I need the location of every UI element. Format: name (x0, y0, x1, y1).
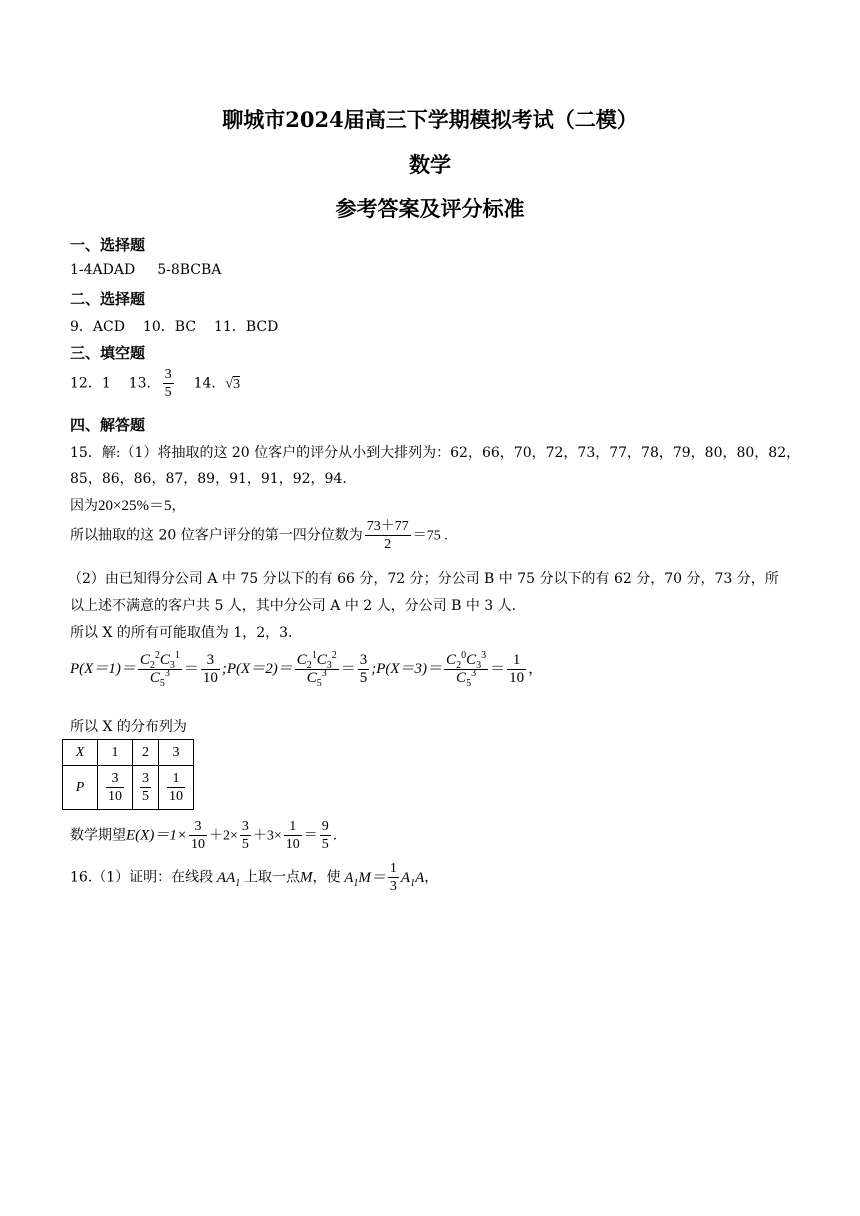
answer-13-label: 13． (128, 375, 161, 392)
table-cell: 2 (133, 740, 159, 766)
q15-part2-line-2: 以上述不满意的客户共 5 人，其中分公司 A 中 2 人，分公司 B 中 3 人. (70, 598, 517, 614)
q15-line-1: 15．解:（1）将抽取的这 20 位客户的评分从小到大排列为：62，66，70，72，73，77，78，79，80，80，82， (70, 445, 801, 461)
section-heading-solve: 四、解答题 (70, 416, 146, 434)
answer-line-fill (70, 366, 240, 401)
answer-mc-5-8: 5-8BCBA (157, 262, 222, 278)
q15-line-3: 因为20×25%＝5， (70, 498, 186, 514)
expectation-line: 数学期望E(X)＝1× $\frac{3}{10}$ ＋2× $\frac{3}{5}$ ＋3× $\frac{1}{10}$ ＝ $\frac{9}{5}$ . (70, 819, 338, 852)
prob3-combination: $\frac{C_2^0C_3^3}{C_5^3}$ (446, 650, 487, 689)
answer-9: 9．ACD (70, 319, 125, 335)
page-title: 聊城市2024届高三下学期模拟考试（二模） (222, 107, 638, 132)
quartile-fraction: $\frac{73+77}{2}$ (366, 519, 409, 552)
prob2-combination: $\frac{C_2^1C_3^2}{C_5^3}$ (296, 650, 337, 689)
table-cell: $\frac{3}{5}$ (133, 766, 159, 810)
prob3-value: $\frac{1}{10}$ (509, 652, 525, 686)
answer-14-radicand: 3 (233, 376, 241, 392)
page-subtitle: 参考答案及评分标准 (335, 196, 525, 221)
section-heading-multi: 二、选择题 (70, 290, 146, 308)
answer-line-multi (70, 316, 278, 336)
distribution-intro: 所以 X 的分布列为 (70, 719, 187, 735)
table-cell: 3 (159, 740, 194, 766)
answer-11: 11．BCD (214, 319, 279, 335)
expectation-result: $\frac{9}{5}$ (321, 819, 329, 852)
q15-line-2: 85，86，86，87，89，91，91，92，94. (70, 471, 347, 487)
section-heading-choice: 一、选择题 (70, 236, 146, 254)
table-cell: 1 (98, 740, 133, 766)
sqrt-symbol: √ (225, 376, 234, 392)
table-cell: $\frac{3}{10}$ (98, 766, 133, 810)
q15-part2-line-1: （2）由已知得分公司 A 中 75 分以下的有 66 分，72 分；分公司 B 中 75 分以下的有 62 分，70 分，73 分，所 (68, 571, 779, 587)
table-header-p: P (63, 766, 98, 810)
table-row (63, 766, 194, 810)
prob2-value: $\frac{3}{5}$ (359, 652, 368, 686)
answer-mc-1-4: 1-4ADAD (70, 262, 136, 278)
probability-formulas: P(X＝1)＝ $\frac{C_2^2C_3^1}{C_5^3}$ ＝ $\frac{3}{10}$ ;P(X＝2)＝ $\frac{C_2^1C_3^2}{C_5^3}$ ＝ $\frac{3}{5}$ ;P(X＝3)＝ $\frac{C_2^0C_3^3}{C_5^3}$ ＝ $\frac{1}{10}$ ， (70, 650, 544, 689)
answer-14-label: 14． (193, 375, 226, 392)
answer-line-mc (70, 262, 221, 278)
answer-13-fraction: $\frac{3}{5}$ (164, 367, 172, 400)
table-cell: $\frac{1}{10}$ (159, 766, 194, 810)
distribution-table (62, 739, 194, 810)
table-header-x: X (63, 740, 98, 766)
table-row (63, 740, 194, 766)
prob1-value: $\frac{3}{10}$ (202, 652, 218, 686)
subject-title: 数学 (409, 152, 451, 177)
q15-line-4: 所以抽取的这 20 位客户评分的第一四分位数为 $\frac{73+77}{2}$ ＝75 . (70, 519, 448, 552)
q16-line-1: 16.（1）证明：在线段 $AA_1$ 上取一点M，使 $A_1M=$ $\frac{1}{3}$ $A_1A$， (70, 861, 439, 894)
answer-10: 10．BC (142, 319, 197, 335)
answer-12: 12．1 (70, 375, 111, 392)
q15-part2-line-3: 所以 X 的所有可能取值为 1，2，3. (70, 625, 293, 641)
section-heading-fill: 三、填空题 (70, 344, 146, 362)
prob1-combination: $\frac{C_2^2C_3^1}{C_5^3}$ (139, 650, 180, 689)
